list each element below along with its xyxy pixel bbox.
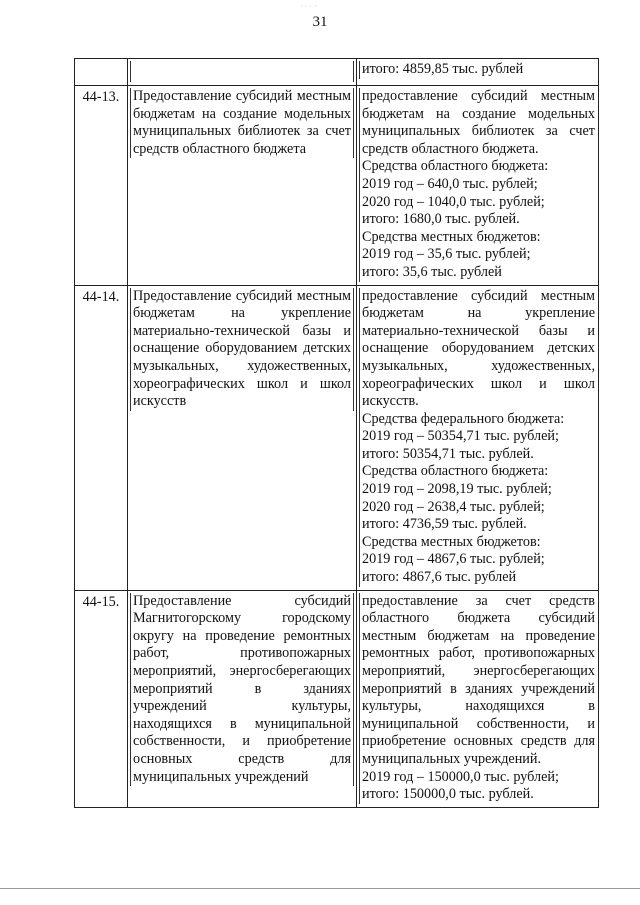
row-name-cell xyxy=(128,86,357,286)
funding-line: итого: 150000,0 тыс. рублей. xyxy=(362,786,534,803)
funding-line: 2020 год – 1040,0 тыс. рублей; xyxy=(362,193,545,210)
row-number-cell: 44-13. xyxy=(75,86,128,286)
funding-line: 2019 год – 35,6 тыс. рублей; xyxy=(362,246,531,263)
funding-line: итого: 4867,6 тыс. рублей xyxy=(362,569,517,586)
funding-line: итого: 4736,59 тыс. рублей. xyxy=(362,516,527,533)
funding-line: 2020 год – 2638,4 тыс. рублей; xyxy=(362,498,545,515)
funding-line: 2019 год – 4867,6 тыс. рублей; xyxy=(362,551,545,568)
description-text: предоставление за счет средств областного бюджета субсидий местным бюджетам на проведение ремонтных работ, противопожарных мероприятий, энергосберегающих мероприятий в зданиях учреждений культуры, находящихся в муниципальной собственности, и приобретение основных средств для муниципальных учреждений. xyxy=(362,592,595,767)
funding-line: Средства местных бюджетов: xyxy=(362,228,541,245)
row-description-cell xyxy=(357,59,599,86)
page-number: 31 xyxy=(312,14,328,30)
row-name-cell xyxy=(128,285,357,590)
table-row xyxy=(75,590,599,807)
funding-line: 2019 год – 150000,0 тыс. рублей; xyxy=(362,768,559,785)
table-row xyxy=(75,285,599,590)
funding-line: 2019 год – 50354,71 тыс. рублей; xyxy=(362,428,559,445)
description-text: предоставление субсидий местным бюджетам на создание модельных муниципальных библиотек за счет средств областного бюджета. xyxy=(362,88,595,157)
funding-line: итого: 1680,0 тыс. рублей. xyxy=(362,211,520,228)
row-name-text: Предоставление субсидий Магнитогорскому городскому округу на проведение ремонтных работ, противопожарных мероприятий, энергосберегающих мероприятий в зданиях учреждений культуры, находящихся в муниципальной собственности, и приобретение основных средств для муниципальных учреждений xyxy=(130,593,354,787)
row-name-text: Предоставление субсидий местным бюджетам на создание модельных муниципальных библиотек за счет средств областного бюджета xyxy=(130,88,354,158)
funding-line: Средства местных бюджетов: xyxy=(362,533,541,550)
row-number-cell xyxy=(75,59,128,86)
row-name-cell xyxy=(128,590,357,807)
page-bottom-rule xyxy=(0,888,640,889)
funding-line: Средства федерального бюджета: xyxy=(362,410,565,427)
table-row-continuation xyxy=(75,59,599,86)
funding-line: итого: 35,6 тыс. рублей xyxy=(362,263,502,280)
row-description-cell xyxy=(357,590,599,807)
funding-line: итого: 50354,71 тыс. рублей. xyxy=(362,445,534,462)
row-description-cell xyxy=(357,285,599,590)
funding-line: 2019 год – 640,0 тыс. рублей; xyxy=(362,175,538,192)
scan-mark: · · · · xyxy=(300,2,317,11)
row-number-cell: 44-14. xyxy=(75,285,128,590)
row-name-text: Предоставление субсидий местным бюджетам на укрепление материально-технической базы и оснащение оборудованием детских музыкальных, художественных, хореографических школ и школ искусств xyxy=(130,288,354,411)
table-row xyxy=(75,86,599,286)
row-name-cell xyxy=(128,59,357,86)
funding-line: 2019 год – 2098,19 тыс. рублей; xyxy=(362,481,552,498)
row-number-cell: 44-15. xyxy=(75,590,128,807)
total-line: итого: 4859,85 тыс. рублей xyxy=(362,61,524,77)
row-description-cell xyxy=(357,86,599,286)
funding-line: Средства областного бюджета: xyxy=(362,463,549,480)
description-text: предоставление субсидий местным бюджетам на укрепление материально-технической базы и оснащение оборудованием детских музыкальных, художественных, хореографических школ и школ искусств. xyxy=(362,287,595,410)
funding-line: Средства областного бюджета: xyxy=(362,158,549,175)
program-table xyxy=(74,58,599,808)
